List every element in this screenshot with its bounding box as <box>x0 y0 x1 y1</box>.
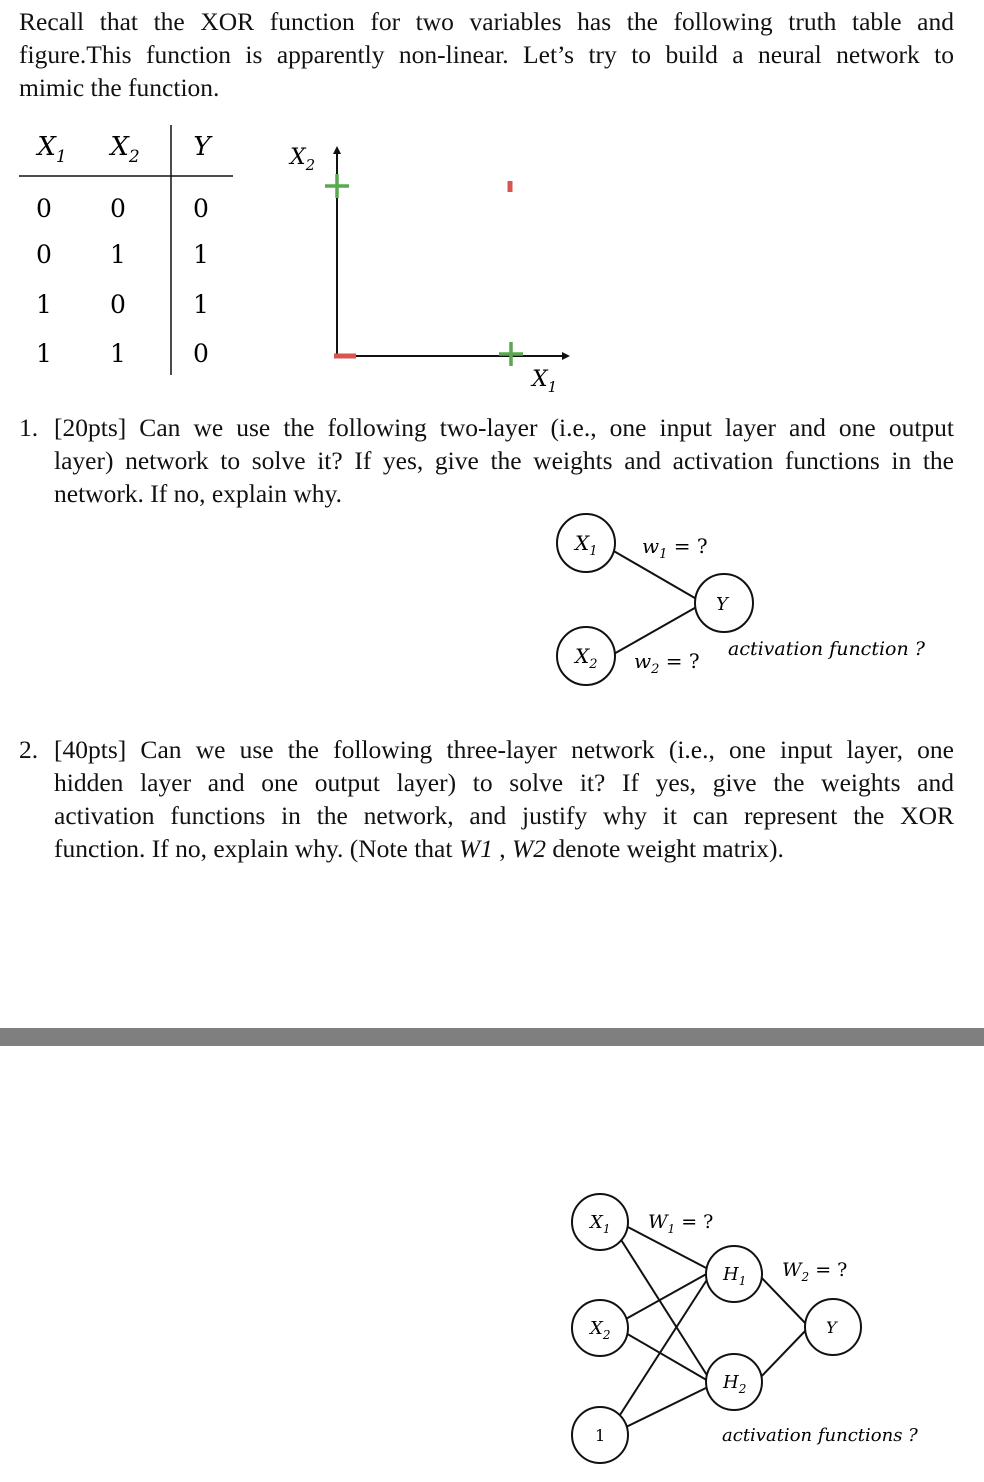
x-axis-label: $X_1$ <box>532 367 558 396</box>
three-layer-network-diagram <box>560 1190 960 1475</box>
intro-paragraph <box>19 5 954 104</box>
intro-line-3: mimic the function. <box>19 73 220 102</box>
table-cell: 1 <box>110 240 126 269</box>
node-y-label: Y <box>826 1318 837 1337</box>
question-1-line-2: layer) network to solve it? If yes, give the weights and activation functions in the <box>54 446 954 475</box>
edge-bias-h2 <box>624 1386 710 1428</box>
weight-w2-label: $w_2$ = ? <box>634 649 700 677</box>
plus-marker-0-1 <box>325 174 349 198</box>
node-h2-label: $H_2$ <box>723 1372 747 1396</box>
y-axis-arrow-icon <box>333 146 341 154</box>
question-1-line-1: [20pts] Can we use the following two-layer (i.e., one input layer and one output <box>54 413 954 442</box>
edge-h2-y <box>758 1328 808 1380</box>
weight-w1-label: $w_1$ = ? <box>642 534 708 562</box>
question-1-text <box>54 411 954 510</box>
node-x2-label: $X_2$ <box>590 1318 611 1342</box>
table-cell: 0 <box>193 339 209 368</box>
table-cell: 0 <box>110 194 126 223</box>
question-1-line-3: network. If no, explain why. <box>54 479 342 508</box>
two-layer-network-diagram <box>550 505 960 695</box>
table-cell: 1 <box>36 290 52 319</box>
x-axis-arrow-icon <box>562 352 570 360</box>
intro-line-2: figure.This function is apparently non-linear. Let’s try to build a neural network to <box>19 40 954 69</box>
node-y-label: Y <box>716 594 728 615</box>
activation-functions-label: activation functions ? <box>722 1425 918 1446</box>
question-2-line-1: [40pts] Can we use the following three-layer network (i.e., one input layer, one <box>54 735 954 764</box>
question-1 <box>19 411 954 511</box>
edge-x2-h2 <box>624 1332 710 1382</box>
question-2-line-2: hidden layer and one output layer) to solve it? If yes, give the weights and <box>54 768 954 797</box>
matrix-w2: W2 <box>511 834 546 863</box>
table-cell: 1 <box>110 339 126 368</box>
edge-x1-h2 <box>618 1235 710 1380</box>
intro-line-1: Recall that the XOR function for two variables has the following truth table and <box>19 7 954 36</box>
table-header-x2: $X_2$ <box>110 132 140 167</box>
edge-x2-y <box>612 605 700 655</box>
question-2-line-3: activation functions in the network, and justify why it can represent the XOR <box>54 801 954 830</box>
table-cell: 1 <box>193 240 209 269</box>
edge-bias-h1 <box>618 1275 710 1418</box>
question-2-line-4: function. If no, explain why. (Note that W1 , W2 denote weight matrix). <box>54 834 784 863</box>
node-x2-label: $X_2$ <box>575 644 598 672</box>
table-header-x1: $X_1$ <box>37 132 67 167</box>
edge-h1-y <box>758 1274 808 1326</box>
table-cell: 0 <box>193 194 209 223</box>
table-cell: 1 <box>36 339 52 368</box>
table-cell: 0 <box>36 194 52 223</box>
question-1-number: 1. <box>19 413 39 442</box>
table-cell: 0 <box>36 240 52 269</box>
plus-marker-1-0 <box>499 342 523 366</box>
xor-figure <box>270 130 600 400</box>
node-x1-label: $X_1$ <box>575 531 598 559</box>
node-h1-label: $H_1$ <box>723 1264 747 1288</box>
activation-function-label: activation function ? <box>728 638 925 660</box>
table-cell: 0 <box>110 290 126 319</box>
weight-w2-label: $W_2$ = ? <box>782 1259 848 1284</box>
truth-table <box>0 115 260 385</box>
question-2 <box>19 733 954 865</box>
table-header-y: Y <box>193 132 211 162</box>
weight-w1-label: $W_1$ = ? <box>648 1211 714 1236</box>
question-2-number: 2. <box>19 735 39 764</box>
question-2-text <box>54 733 954 865</box>
node-x1-label: $X_1$ <box>590 1212 611 1236</box>
table-cell: 1 <box>193 290 209 319</box>
node-bias-label: 1 <box>595 1426 606 1445</box>
section-divider <box>0 1028 984 1046</box>
y-axis-label: $X_2$ <box>290 145 316 174</box>
matrix-w1: W1 <box>458 834 493 863</box>
